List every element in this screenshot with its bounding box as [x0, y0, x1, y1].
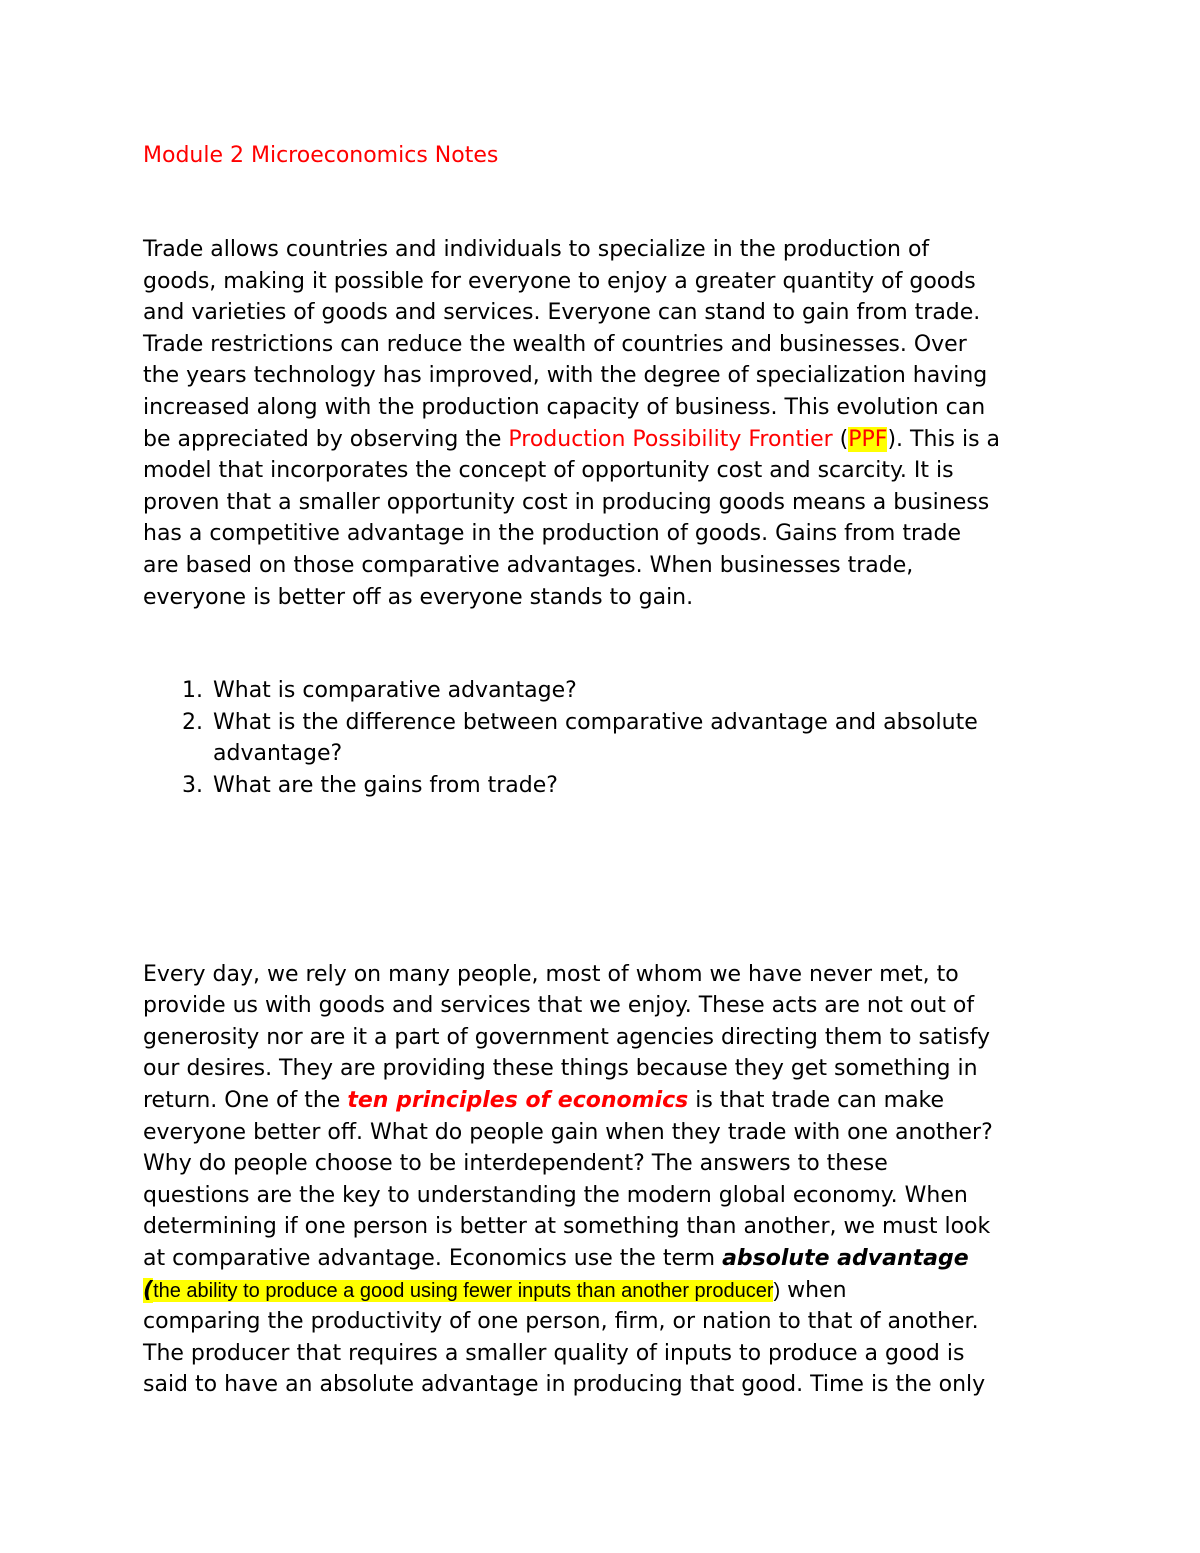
paragraph-line: our desires. They are providing these things because they get something in	[143, 1056, 978, 1081]
paragraph-line: the years technology has improved, with the degree of specialization having	[143, 363, 988, 388]
paragraph-line: everyone is better off as everyone stands to gain.	[143, 585, 694, 610]
text-run: when	[780, 1278, 847, 1303]
list-item-continuation: advantage?	[213, 741, 343, 766]
paragraph-line: everyone better off. What do people gain when they trade with one another?	[143, 1120, 993, 1145]
paragraph-line: said to have an absolute advantage in producing that good. Time is the only	[143, 1372, 986, 1397]
text-run: at comparative advantage. Economics use the term	[143, 1246, 723, 1271]
ppf-abbreviation: PPF	[848, 427, 888, 452]
text-run: ). This is a	[887, 427, 1001, 452]
paragraph-line: provide us with goods and services that we enjoy. These acts are not out of	[143, 993, 975, 1018]
absolute-advantage-term: absolute advantage	[722, 1246, 969, 1271]
list-number: 3.	[182, 773, 203, 798]
paragraph-line: has a competitive advantage in the production of goods. Gains from trade	[143, 521, 962, 546]
list-number: 2.	[182, 710, 203, 735]
document-title: Module 2 Microeconomics Notes	[143, 143, 499, 168]
paragraph-line: increased along with the production capacity of business. This evolution can	[143, 395, 986, 420]
paragraph-line: generosity nor are it a part of government agencies directing them to satisfy	[143, 1025, 991, 1050]
paragraph-line: The producer that requires a smaller quality of inputs to produce a good is	[143, 1341, 965, 1366]
paragraph-line: determining if one person is better at something than another, we must look	[143, 1214, 991, 1239]
paragraph-line: model that incorporates the concept of opportunity cost and scarcity. It is	[143, 458, 954, 483]
definition-close-paren: )	[773, 1280, 781, 1302]
paragraph-line: Why do people choose to be interdependent? The answers to these	[143, 1151, 888, 1176]
text-run: be appreciated by observing the	[143, 427, 509, 452]
paragraph-line: Every day, we rely on many people, most of whom we have never met, to	[143, 962, 959, 987]
text-run: return. One of the	[143, 1088, 348, 1113]
text-run: is that trade can make	[688, 1088, 945, 1113]
paragraph-line: questions are the key to understanding the modern global economy. When	[143, 1183, 968, 1208]
paragraph-line: proven that a smaller opportunity cost in producing goods means a business	[143, 490, 990, 515]
paragraph-line	[143, 1245, 969, 1273]
paragraph-line: are based on those comparative advantages. When businesses trade,	[143, 553, 914, 578]
ppf-term: Production Possibility Frontier	[508, 427, 833, 452]
paragraph-line: goods, making it possible for everyone to enjoy a greater quantity of goods	[143, 269, 976, 294]
definition-open-paren: (	[143, 1278, 154, 1303]
absolute-advantage-definition: the ability to produce a good using fewer inputs than another producer	[153, 1280, 774, 1302]
paragraph-line	[143, 1277, 847, 1305]
paragraph-line: comparing the productivity of one person, firm, or nation to that of another.	[143, 1309, 979, 1334]
paragraph-line: Trade allows countries and individuals to specialize in the production of	[143, 237, 930, 262]
text-run: (	[832, 427, 849, 452]
ten-principles-term: ten principles of economics	[347, 1088, 689, 1113]
paragraph-line	[143, 426, 1000, 454]
paragraph-line: Trade restrictions can reduce the wealth of countries and businesses. Over	[143, 332, 967, 357]
paragraph-line	[143, 1087, 944, 1115]
list-item: What is the difference between comparative advantage and absolute	[213, 710, 978, 735]
paragraph-line: and varieties of goods and services. Everyone can stand to gain from trade.	[143, 300, 981, 325]
list-number: 1.	[182, 678, 203, 703]
list-item: What are the gains from trade?	[213, 773, 558, 798]
list-item: What is comparative advantage?	[213, 678, 577, 703]
